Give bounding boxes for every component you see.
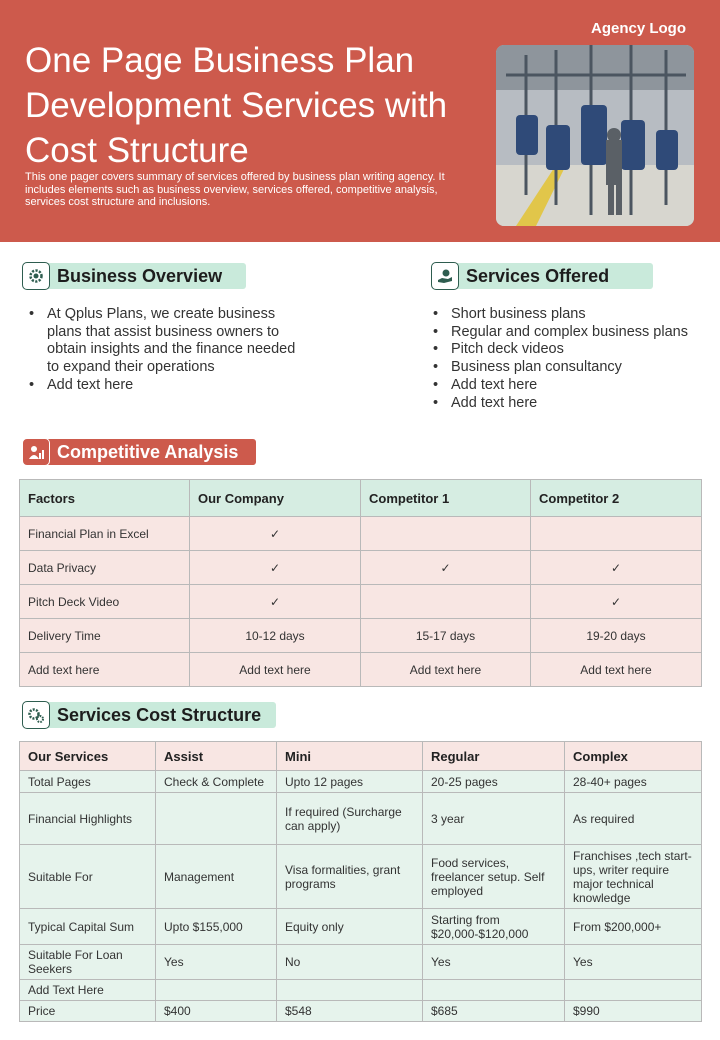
- list-item: • Short business plans: [451, 306, 720, 324]
- table-cell: Price: [20, 1001, 156, 1022]
- table-header-row: [20, 742, 702, 771]
- table-cell: Management: [156, 845, 277, 909]
- gear-icon: [22, 262, 50, 290]
- table-cell: Upto $155,000: [156, 909, 277, 945]
- column-header: Complex: [565, 742, 702, 771]
- table-cell: [531, 517, 702, 551]
- table-cell: [156, 980, 277, 1001]
- person-chart-icon: [22, 438, 50, 466]
- table-row: [20, 1001, 702, 1022]
- table-cell: [565, 980, 702, 1001]
- table-cell: [361, 585, 531, 619]
- cost-structure-table: [19, 741, 702, 1022]
- column-header: Our Company: [190, 480, 361, 517]
- table-cell: $990: [565, 1001, 702, 1022]
- gears-icon: [22, 701, 50, 729]
- table-cell: [423, 980, 565, 1001]
- table-cell: Upto 12 pages: [277, 771, 423, 793]
- table-cell: Suitable For Loan Seekers: [20, 945, 156, 980]
- table-cell: Suitable For: [20, 845, 156, 909]
- list-item: • Add text here: [451, 395, 720, 413]
- table-cell: ✓: [190, 585, 361, 619]
- table-cell: ✓: [190, 551, 361, 585]
- table-cell: Starting from $20,000-$120,000: [423, 909, 565, 945]
- table-cell: Yes: [156, 945, 277, 980]
- list-item: • Regular and complex business plans: [451, 324, 720, 342]
- table-cell: Add text here: [531, 653, 702, 687]
- table-row: [20, 945, 702, 980]
- table-row: [20, 909, 702, 945]
- table-cell: Yes: [565, 945, 702, 980]
- table-row: [20, 585, 702, 619]
- table-row: [20, 517, 702, 551]
- table-row: [20, 771, 702, 793]
- table-cell: From $200,000+: [565, 909, 702, 945]
- table-row: [20, 619, 702, 653]
- page-title: One Page Business Plan Development Services with Cost Structure: [25, 41, 448, 170]
- business-overview-title: Business Overview: [57, 265, 223, 286]
- table-cell: 20-25 pages: [423, 771, 565, 793]
- table-cell: Pitch Deck Video: [20, 585, 190, 619]
- table-row: [20, 653, 702, 687]
- table-cell: [277, 980, 423, 1001]
- table-cell: ✓: [361, 551, 531, 585]
- cost-structure-header: [22, 701, 278, 729]
- table-cell: Add text here: [20, 653, 190, 687]
- table-cell: Delivery Time: [20, 619, 190, 653]
- table-cell: $400: [156, 1001, 277, 1022]
- table-cell: 10-12 days: [190, 619, 361, 653]
- column-header: Assist: [156, 742, 277, 771]
- table-cell: Check & Complete: [156, 771, 277, 793]
- list-item: • Add text here: [451, 377, 720, 395]
- table-cell: Food services, freelancer setup. Self employed: [423, 845, 565, 909]
- table-cell: ✓: [531, 585, 702, 619]
- table-cell: Visa formalities, grant programs: [277, 845, 423, 909]
- table-cell: As required: [565, 793, 702, 845]
- competitive-analysis-table: [19, 479, 702, 687]
- table-cell: 15-17 days: [361, 619, 531, 653]
- column-header: Our Services: [20, 742, 156, 771]
- column-header: Factors: [20, 480, 190, 517]
- column-header: Mini: [277, 742, 423, 771]
- agency-logo: Agency Logo: [590, 20, 686, 37]
- factory-photo: [496, 45, 694, 226]
- table-cell: $548: [277, 1001, 423, 1022]
- table-cell: ✓: [190, 517, 361, 551]
- business-overview-header: [22, 262, 248, 290]
- table-cell: 3 year: [423, 793, 565, 845]
- business-overview-list: [27, 306, 297, 395]
- services-offered-list: [431, 306, 720, 412]
- table-cell: Yes: [423, 945, 565, 980]
- list-item: • Add text here: [47, 377, 297, 395]
- list-item: • At Qplus Plans, we create business plans that assist business owners to obtain insights and the finance needed to expand their operations: [47, 306, 297, 377]
- services-offered-title: Services Offered: [466, 265, 610, 286]
- table-cell: $685: [423, 1001, 565, 1022]
- table-cell: Add Text Here: [20, 980, 156, 1001]
- table-cell: [361, 517, 531, 551]
- table-cell: Financial Plan in Excel: [20, 517, 190, 551]
- table-cell: [156, 793, 277, 845]
- table-cell: 28-40+ pages: [565, 771, 702, 793]
- table-cell: Franchises ,tech start-ups, writer require major technical knowledge: [565, 845, 702, 909]
- column-header: Regular: [423, 742, 565, 771]
- services-offered-header: [431, 262, 655, 290]
- table-row: [20, 845, 702, 909]
- hand-gear-icon: [431, 262, 459, 290]
- table-cell: Add text here: [190, 653, 361, 687]
- list-item: • Business plan consultancy: [451, 359, 720, 377]
- page-subtitle: This one pager covers summary of services offered by business plan writing agency. It includes elements such as business overview, services offered, competitive analysis, services cost structure and inclusions.: [25, 171, 445, 208]
- column-header: Competitor 2: [531, 480, 702, 517]
- table-row: [20, 551, 702, 585]
- list-item: • Pitch deck videos: [451, 341, 720, 359]
- table-row: [20, 980, 702, 1001]
- table-cell: Data Privacy: [20, 551, 190, 585]
- competitive-analysis-header: [22, 438, 262, 466]
- table-cell: Add text here: [361, 653, 531, 687]
- table-cell: Financial Highlights: [20, 793, 156, 845]
- header-banner: [0, 0, 720, 242]
- table-cell: No: [277, 945, 423, 980]
- table-cell: ✓: [531, 551, 702, 585]
- table-cell: Equity only: [277, 909, 423, 945]
- competitive-analysis-title: Competitive Analysis: [57, 441, 239, 462]
- table-cell: Total Pages: [20, 771, 156, 793]
- table-cell: 19-20 days: [531, 619, 702, 653]
- table-row: [20, 793, 702, 845]
- cost-structure-title: Services Cost Structure: [57, 704, 262, 725]
- table-header-row: [20, 480, 702, 517]
- column-header: Competitor 1: [361, 480, 531, 517]
- table-cell: If required (Surcharge can apply): [277, 793, 423, 845]
- table-cell: Typical Capital Sum: [20, 909, 156, 945]
